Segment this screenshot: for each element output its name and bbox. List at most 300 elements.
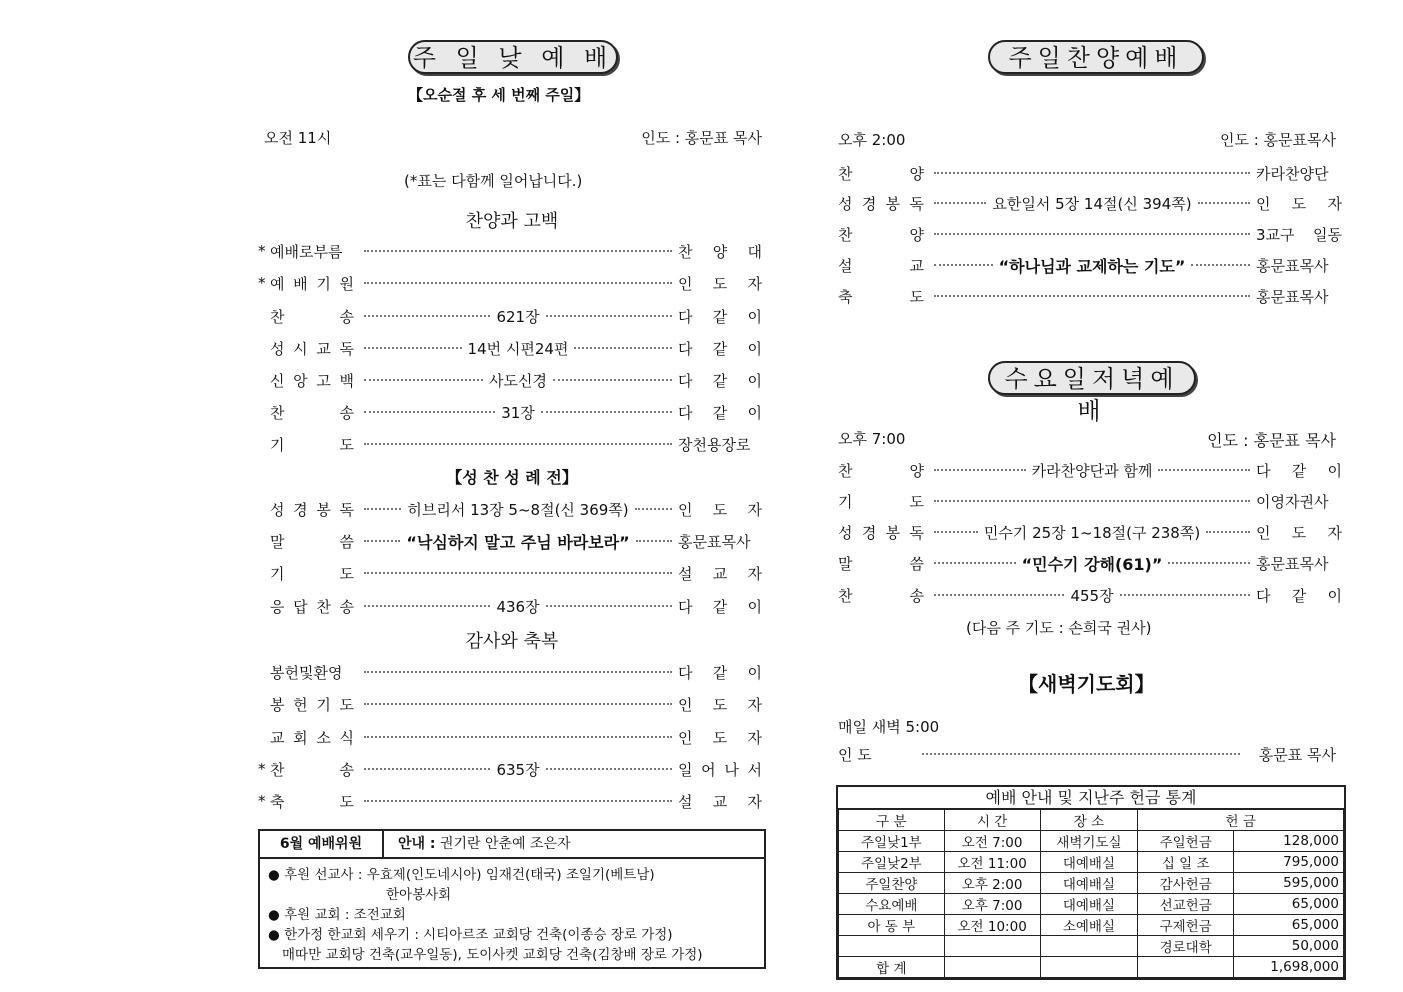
- label-char: 봉: [885, 194, 901, 213]
- leader-dots: [934, 500, 1250, 502]
- order-content: 히브리서 13장 5~8절(신 369쪽): [407, 500, 629, 519]
- label-char: 교: [712, 792, 728, 811]
- order-row: [836, 285, 1346, 307]
- order-row: [258, 433, 766, 455]
- order-person: 카라찬양단: [1256, 164, 1329, 183]
- order-row: [258, 693, 766, 715]
- leader-dots: [1206, 531, 1250, 533]
- order-person: [678, 241, 766, 262]
- label-char: 이: [1327, 586, 1342, 605]
- standing-star: *: [258, 242, 266, 260]
- label-char: 찬: [838, 586, 853, 605]
- label-char: 자: [747, 564, 762, 583]
- label-char: 자: [1327, 194, 1343, 213]
- label-char: 답: [293, 597, 308, 616]
- label-char: 축: [270, 792, 285, 811]
- label-char: 도: [909, 492, 924, 511]
- leader-dots: [934, 469, 1026, 471]
- label-char: 고: [316, 371, 331, 390]
- label-char: 도: [339, 564, 354, 583]
- order-label: 예배로부름: [270, 242, 343, 261]
- label-char: 찬: [838, 225, 853, 244]
- table-cell: 65,000: [1234, 894, 1344, 915]
- order-row: [258, 498, 766, 520]
- header-category: 구 분: [839, 810, 945, 831]
- label-char: 찬: [270, 307, 285, 326]
- order-content: 31장: [501, 403, 535, 422]
- table-cell: 새벽기도실: [1040, 831, 1138, 852]
- leader-dots: [364, 671, 672, 673]
- table-row: [839, 894, 1344, 915]
- order-row: [258, 240, 766, 262]
- leader-dots: [364, 736, 672, 738]
- leader-dots: [1158, 469, 1250, 471]
- leader-dots: [635, 508, 672, 510]
- order-content: 요한일서 5장 14절(신 394쪽): [992, 194, 1192, 213]
- label-char: 이: [747, 403, 763, 422]
- order-label: [836, 460, 928, 481]
- label-char: 성: [270, 500, 285, 519]
- label-char: 기: [316, 695, 331, 714]
- order-person: [678, 370, 766, 391]
- table-cell: 오전 10:00: [944, 915, 1040, 936]
- leader-dots: [636, 540, 672, 542]
- table-cell: 128,000: [1234, 831, 1344, 852]
- leader-dots: [934, 531, 978, 533]
- order-person: [678, 791, 766, 812]
- table-cell: [944, 936, 1040, 957]
- label-char: 다: [1256, 461, 1271, 480]
- support-list: [260, 859, 764, 965]
- label-char: 인: [1256, 523, 1271, 542]
- leader-dots: [1120, 594, 1250, 596]
- guide-row: [384, 831, 571, 857]
- leader-dots: [553, 379, 672, 381]
- order-person: 홍문표목사: [678, 532, 751, 551]
- order-person: 홍문표목사: [1256, 554, 1329, 573]
- table-row: [839, 936, 1344, 957]
- guide-names: 권기란 안춘예 조은자: [439, 836, 571, 852]
- label-char: 시: [293, 339, 308, 358]
- table-cell: 경로대학: [1138, 936, 1234, 957]
- dawn-leader-row: [836, 743, 1346, 765]
- order-row: [836, 521, 1346, 543]
- order-label: [258, 694, 358, 715]
- label-char: 인: [1256, 194, 1271, 213]
- leader-dots: [546, 315, 672, 317]
- dawn-who: 홍문표 목사: [1258, 745, 1336, 764]
- leader-dots: [364, 347, 462, 349]
- label-char: 설: [678, 792, 693, 811]
- label-char: 독: [909, 194, 924, 213]
- label-char: 같: [712, 597, 728, 616]
- leader-dots: [364, 572, 672, 574]
- table-cell: 오전 7:00: [944, 831, 1040, 852]
- order-person: [678, 338, 766, 359]
- order-label: [836, 255, 928, 276]
- leader-dots: [934, 264, 993, 266]
- order-content: 455장: [1070, 586, 1114, 605]
- label-char: 도: [712, 274, 728, 293]
- label-char: 원: [339, 274, 354, 293]
- table-cell: 감사헌금: [1138, 873, 1234, 894]
- offering-stats-table: [836, 785, 1346, 980]
- leader-dots: [364, 540, 400, 542]
- label-char: 이: [747, 307, 762, 326]
- order-person: [1256, 522, 1346, 543]
- order-label: [836, 286, 928, 307]
- label-char: 송: [339, 307, 354, 326]
- label-char: 송: [339, 403, 354, 422]
- table-cell: 대예배실: [1040, 852, 1138, 873]
- order-person: [1256, 585, 1346, 606]
- order-person: [678, 499, 766, 520]
- wednesday-title: 수요일저녁예배: [988, 361, 1196, 395]
- label-char: 자: [1327, 523, 1343, 542]
- order-row: [258, 726, 766, 748]
- section-thanks-blessing: 감사와 축복: [465, 631, 559, 652]
- order-content: 621장: [496, 307, 540, 326]
- table-cell: 795,000: [1234, 852, 1344, 873]
- order-content: 635장: [496, 760, 540, 779]
- label-char: 자: [747, 274, 762, 293]
- table-cell: 대예배실: [1040, 894, 1138, 915]
- label-char: 헌: [293, 695, 308, 714]
- label-char: 송: [339, 597, 354, 616]
- order-person: [1256, 224, 1346, 245]
- table-cell: 65,000: [1234, 915, 1344, 936]
- label-char: 나: [724, 760, 739, 779]
- label-char: 도: [712, 728, 728, 747]
- table-cell: 소예배실: [1040, 915, 1138, 936]
- label-char: 같: [1291, 586, 1307, 605]
- dawn-label: 인 도: [838, 745, 872, 764]
- leader-dots: [364, 508, 401, 510]
- leader-dots: [1198, 202, 1250, 204]
- sunday-morning-subtitle: 【오순절 후 세 번째 주일】: [408, 86, 590, 104]
- order-row: [836, 490, 1346, 512]
- standing-note: (*표는 다함께 일어납니다.): [404, 172, 583, 190]
- committee-header: [260, 831, 764, 859]
- order-label: [836, 163, 928, 184]
- order-person: [1256, 460, 1346, 481]
- section-praise-confession: 찬양과 고백: [465, 211, 559, 232]
- order-content: 민수기 25장 1~18절(구 238쪽): [983, 523, 1201, 542]
- label-char: 양: [909, 164, 924, 183]
- label-char: 회: [293, 728, 308, 747]
- label-char: 성: [838, 523, 853, 542]
- next-week-prayer: (다음 주 기도 : 손희국 권사): [966, 619, 1152, 637]
- order-row: [258, 530, 766, 552]
- label-char: 앙: [293, 371, 308, 390]
- wednesday-time: 오후 7:00: [838, 430, 906, 448]
- order-row: [836, 192, 1346, 214]
- label-char: 다: [678, 339, 693, 358]
- support-line: 매따만 교회당 건축(교우일동), 도이사켓 교회당 건축(김창배 장로 가정): [282, 947, 703, 963]
- order-label: [258, 531, 358, 552]
- order-row: [258, 401, 766, 423]
- label-char: 이: [747, 597, 762, 616]
- label-char: 기: [316, 274, 331, 293]
- label-char: 배: [293, 274, 308, 293]
- table-cell: 아 동 부: [839, 915, 945, 936]
- label-char: 찬: [678, 242, 693, 261]
- label-char: 경: [861, 194, 877, 213]
- label-char: 도: [712, 695, 728, 714]
- label-char: 도: [1291, 194, 1307, 213]
- header-offering: 헌 금: [1138, 810, 1344, 831]
- label-char: 설: [678, 564, 693, 583]
- order-label: [258, 791, 358, 812]
- label-char: 같: [712, 371, 728, 390]
- label-char: 예: [270, 274, 285, 293]
- support-line: 한아봉사회: [386, 887, 452, 903]
- label-char: 자: [747, 695, 762, 714]
- table-cell: [944, 957, 1040, 978]
- stats-header-row: [839, 810, 1344, 831]
- order-row: [836, 162, 1346, 184]
- leader-dots: [364, 800, 672, 802]
- table-cell: 구제헌금: [1138, 915, 1234, 936]
- label-char: 다: [678, 307, 693, 326]
- order-row: [836, 223, 1346, 245]
- leader-dots: [934, 295, 1250, 297]
- order-label: 봉헌및환영: [270, 663, 343, 682]
- order-person: [678, 596, 766, 617]
- label-char: 인: [678, 695, 693, 714]
- order-row: [258, 595, 766, 617]
- support-line: ● 한가정 한교회 세우기 : 시티아르조 교회당 건축(이종승 장로 가정): [268, 927, 673, 943]
- standing-star: *: [258, 760, 266, 778]
- order-label: [836, 522, 928, 543]
- label-char: 도: [339, 435, 354, 454]
- table-cell: [1138, 957, 1234, 978]
- label-char: 양: [909, 225, 924, 244]
- stats-title: 예배 안내 및 지난주 헌금 통계: [838, 787, 1344, 809]
- table-cell: 주일찬양: [839, 873, 945, 894]
- label-char: 자: [747, 500, 762, 519]
- label-char: 도: [339, 792, 354, 811]
- leader-dots: [546, 768, 672, 770]
- guide-label: 안내 :: [398, 836, 436, 852]
- leader-dots: [934, 594, 1064, 596]
- leader-dots: [364, 250, 672, 252]
- leader-dots: [364, 282, 672, 284]
- dawn-time: 매일 새벽 5:00: [838, 718, 940, 736]
- order-content: “하나님과 교제하는 기도”: [998, 256, 1186, 276]
- label-char: 이: [747, 663, 762, 682]
- order-row: [258, 562, 766, 584]
- standing-star: *: [258, 792, 266, 810]
- label-char: 성: [838, 194, 853, 213]
- order-label: [836, 224, 928, 245]
- leader-dots: [364, 411, 495, 413]
- support-line: ● 후원 교회 : 조전교회: [268, 907, 406, 923]
- table-cell: 합 계: [839, 957, 945, 978]
- order-label: [258, 759, 358, 780]
- label-char: 찬: [316, 597, 331, 616]
- order-label: [258, 727, 358, 748]
- order-row: [836, 254, 1346, 276]
- leader-dots: [364, 443, 672, 445]
- order-row: [836, 552, 1346, 574]
- label-char: 대: [747, 242, 762, 261]
- label-char: 기: [270, 564, 285, 583]
- leader-dots: [1191, 264, 1250, 266]
- leader-dots: [364, 605, 490, 607]
- label-char: 독: [909, 523, 924, 542]
- label-char: 다: [678, 663, 693, 682]
- sunday-praise-title: 주일찬양예배: [988, 40, 1204, 74]
- label-char: 이: [747, 371, 762, 390]
- order-person: [678, 694, 766, 715]
- sunday-morning-title: 주 일 낮 예 배: [408, 40, 618, 74]
- order-person: [678, 306, 766, 327]
- label-char: 찬: [270, 760, 285, 779]
- order-person: 홍문표목사: [1256, 287, 1329, 306]
- label-char: 도: [1291, 523, 1307, 542]
- order-label: [258, 402, 358, 423]
- support-line: ● 후원 선교사 : 우효제(인도네시아) 임재건(태국) 조일기(베트남): [268, 867, 655, 883]
- table-cell: 1,698,000: [1234, 957, 1344, 978]
- table-cell: 대예배실: [1040, 873, 1138, 894]
- leader-dots: [546, 605, 672, 607]
- order-label: [836, 491, 928, 512]
- table-row: [839, 852, 1344, 873]
- label-char: 양: [712, 242, 728, 261]
- order-content: “민수기 강해(61)”: [1021, 554, 1163, 574]
- label-char: 응: [270, 597, 285, 616]
- label-char: 봉: [885, 523, 901, 542]
- order-row: [258, 369, 766, 391]
- leader-dots: [541, 411, 672, 413]
- order-person: [678, 402, 766, 423]
- label-char: 봉: [316, 500, 331, 519]
- sunday-morning-leader: 인도 : 홍문표 목사: [641, 129, 762, 147]
- stats-grid: [838, 809, 1344, 978]
- order-label: [258, 563, 358, 584]
- order-label: [258, 596, 358, 617]
- order-label: [836, 585, 928, 606]
- table-cell: 주일낮1부: [839, 831, 945, 852]
- table-cell: 수요예배: [839, 894, 945, 915]
- header-place: 장 소: [1040, 810, 1138, 831]
- leader-dots: [934, 233, 1250, 235]
- leader-dots: [934, 202, 986, 204]
- order-person: [678, 662, 766, 683]
- label-char: 양: [909, 461, 924, 480]
- order-label: [258, 370, 358, 391]
- leader-dots: [364, 768, 490, 770]
- order-label: [258, 499, 358, 520]
- label-char: 도: [339, 695, 354, 714]
- order-label: [836, 553, 928, 574]
- leader-dots: [934, 172, 1250, 174]
- label-char: 일동: [1313, 225, 1342, 244]
- order-row: [836, 584, 1346, 606]
- standing-star: *: [258, 274, 266, 292]
- leader-dots: [574, 347, 672, 349]
- sunday-praise-leader: 인도 : 홍문표목사: [1219, 131, 1336, 149]
- label-char: 같: [712, 339, 728, 358]
- label-char: 말: [270, 532, 285, 551]
- table-cell: 주일헌금: [1138, 831, 1234, 852]
- order-row: [258, 790, 766, 812]
- table-row: [839, 957, 1344, 978]
- label-char: 같: [712, 307, 728, 326]
- label-char: 교: [270, 728, 285, 747]
- table-row: [839, 873, 1344, 894]
- label-char: 축: [838, 287, 853, 306]
- order-person: [678, 727, 766, 748]
- label-char: 인: [678, 500, 693, 519]
- label-char: 식: [339, 728, 354, 747]
- table-cell: 오전 11:00: [944, 852, 1040, 873]
- label-char: 서: [747, 760, 762, 779]
- leader-dots: [364, 379, 483, 381]
- order-label: [258, 273, 358, 294]
- order-person: [678, 563, 766, 584]
- label-char: 3교구: [1256, 225, 1295, 244]
- table-cell: [1040, 936, 1138, 957]
- order-label: [258, 306, 358, 327]
- label-char: 소: [316, 728, 331, 747]
- header-time: 시 간: [944, 810, 1040, 831]
- table-cell: 595,000: [1234, 873, 1344, 894]
- label-char: 씀: [909, 554, 924, 573]
- label-char: 설: [838, 256, 853, 275]
- label-char: 봉: [270, 695, 285, 714]
- label-char: 같: [712, 663, 728, 682]
- label-char: 자: [747, 792, 762, 811]
- label-char: 이: [747, 339, 762, 358]
- order-person: 이영자권사: [1256, 492, 1329, 511]
- label-char: 다: [678, 403, 693, 422]
- table-cell: 오후 2:00: [944, 873, 1040, 894]
- order-content: 카라찬양단과 함께: [1031, 461, 1153, 480]
- order-person: 장천용장로: [678, 435, 751, 454]
- order-content: 사도신경: [489, 371, 547, 390]
- order-row: [258, 305, 766, 327]
- leader-dots: [1168, 562, 1250, 564]
- order-content: 14번 시편24편: [467, 339, 569, 358]
- table-cell: 십 일 조: [1138, 852, 1234, 873]
- table-cell: [839, 936, 945, 957]
- leader-dots: [922, 753, 1240, 755]
- label-char: 찬: [838, 164, 853, 183]
- order-row: [836, 459, 1346, 481]
- order-content: 436장: [496, 597, 540, 616]
- order-content: “낙심하지 말고 주님 바라보라”: [406, 532, 630, 552]
- label-char: 어: [701, 760, 716, 779]
- label-char: 같: [712, 403, 728, 422]
- sunday-morning-time: 오전 11시: [264, 129, 332, 147]
- label-char: 교: [316, 339, 331, 358]
- order-row: [258, 272, 766, 294]
- table-cell: 주일낮2부: [839, 852, 945, 873]
- table-cell: [1040, 957, 1138, 978]
- label-char: 송: [339, 760, 354, 779]
- label-char: 기: [838, 492, 853, 511]
- order-row: [258, 661, 766, 683]
- order-label: [258, 434, 358, 455]
- wednesday-leader: 인도 : 홍문표 목사: [1207, 431, 1336, 450]
- order-row: [258, 758, 766, 780]
- label-char: 같: [1291, 461, 1307, 480]
- label-char: 도: [909, 287, 924, 306]
- label-char: 도: [712, 500, 728, 519]
- order-person: 홍문표목사: [1256, 256, 1329, 275]
